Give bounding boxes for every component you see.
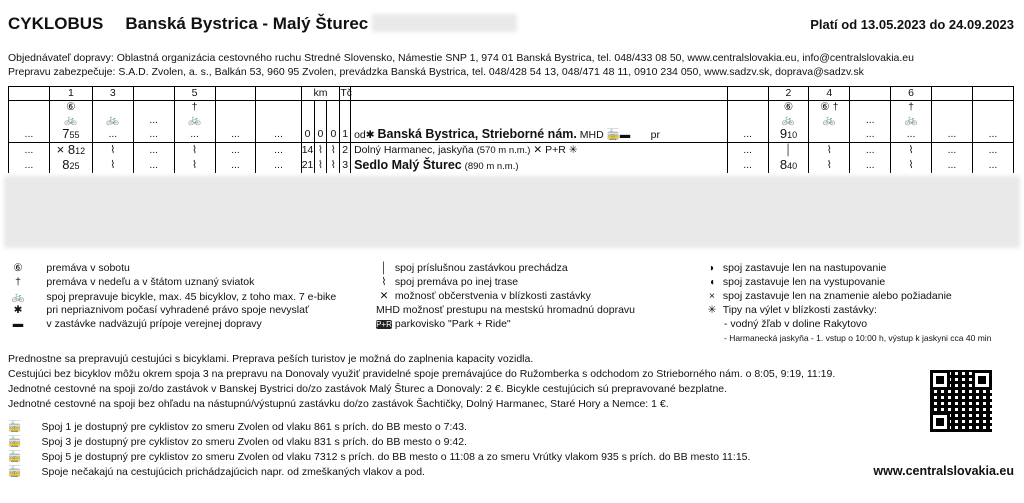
refreshment-icon: ✕ (379, 290, 389, 302)
legend-item: ▬ v zastávke nadväzujú prípoje verejnej dopravy (10, 318, 262, 330)
bike-icon: 🚲 (891, 114, 932, 127)
note-line: Jednotné cestovné na spoji zo/do zastávok v Banskej Bystrici do/zo zastávok Malý Šturec a Donovaly: 2 €. Bicykle cestujúcich sú prepravované bezplatne. (8, 383, 728, 395)
website-link[interactable]: www.centralslovakia.eu (873, 464, 1014, 478)
train-note: 🚋 Spoje nečakajú na cestujúcich prichádzajúcich napr. od zmeškaných vlakov a pod. (8, 466, 425, 478)
bike-icon: 🚲 (768, 114, 809, 127)
boarding-icon: ◗ (708, 262, 716, 274)
saturday-icon: ⑥ (13, 262, 23, 274)
legend-item: ✳ Tipy na výlet v blízkosti zastávky: (704, 304, 877, 316)
train-note: 🚋 Spoj 3 je dostupný pre cyklistov zo smeru Zvolen od vlaku 831 s prích. do BB mesto o 9:42. (8, 436, 467, 448)
legend-item: ⑥ premáva v sobotu (10, 262, 130, 274)
train-icon: 🚋 (8, 436, 22, 448)
bike-icon: 🚲 (49, 114, 92, 127)
legend-item: P+R parkovisko "Park + Ride" (376, 318, 511, 330)
redacted-block (372, 14, 517, 32)
table-row-stop-3: ... 825 ⌇ ... ⌇ ... ... 21 ⌇ ⌇ 3 Sedlo Malý Šturec (890 m n.m.) ... 840 ⌇ ... ⌇ ... ... (9, 158, 1014, 173)
park-ride-icon: P+R (376, 320, 392, 329)
legend-item: ◖ spoj zastavuje len na vystupovanie (704, 276, 885, 288)
legend-item: │ spoj príslušnou zastávkou prechádza (376, 262, 568, 274)
legend-item: ✱ pri nepriaznivom počasí vyhradené právo spoje nevyslať (10, 304, 309, 316)
legend-item: 🚲 spoj prepravuje bicykle, max. 45 bicyklov, z toho max. 7 e-bike (11, 291, 337, 303)
table-row-stop-2: ... × 812 ⌇ ... ⌇ ... ... 14 ⌇ ⌇ 2 Dolný Harmanec, jaskyňa (570 m n.m.) ✕ P+R ✳ ... │ ⌇ ... ⌇ ... ... (9, 143, 1014, 159)
tip-item: - vodný žľab v doline Rakytovo (724, 318, 868, 330)
bike-icon: 🚲 (92, 114, 133, 127)
legend-item: † premáva v nedeľu a v štátom uznaný sviatok (10, 276, 254, 288)
timetable (8, 86, 1014, 173)
train-icon: 🚋 (8, 466, 22, 478)
request-stop-icon: × (708, 290, 716, 302)
operator-info: Objednávateľ dopravy: Oblastná organizácia cestovného ruchu Stredné Slovensko, Námestie SNP 1, 974 01 Banská Bystrica, tel. 048/433 08 50, www.centralslovakia.eu, info@centralslovakia.eu (8, 52, 914, 64)
stop-name: Sedlo Malý Šturec (354, 157, 462, 172)
bike-icon: 🚲 (11, 291, 25, 303)
legend-item: ◗ spoj zastavuje len na nastupovanie (704, 262, 886, 274)
validity-period: Platí od 13.05.2023 do 24.09.2023 (810, 17, 1014, 32)
note-line: Cestujúci bez bicyklov môžu okrem spoja 3 na prepravu na Donovaly využiť pravidelné spoje premávajúce do Ružomberka s odchodom zo Strieborného nám. o 8:05, 9:19, 11:19. (8, 368, 836, 380)
note-line: Jednotné cestovné na spoji bez ohľadu na nástupnú/výstupnú zastávku do/zo zastávok Šachtičky, Dolný Harmanec, Staré Hory a Nemce: 1 €. (8, 398, 669, 410)
cross-icon: † (15, 276, 21, 288)
train-icon: 🚋 (8, 451, 22, 463)
table-row-stop-1: ... 755 ... ... ... ... ... 0 0 0 1 od✱ Banská Bystrica, Strieborné nám. MHD 🚋▬ pr ... 910 ... ... ... ... (9, 127, 1014, 143)
qr-code-icon (930, 370, 992, 432)
trip-tip-icon: ✳ (707, 304, 717, 316)
legend-item: × spoj zastavuje len na znamenie alebo požiadanie (704, 290, 952, 302)
page-title: CYKLOBUS Banská Bystrica - Malý Šturec (8, 14, 369, 33)
stop-name: Banská Bystrica, Strieborné nám. (377, 126, 577, 141)
redacted-block (4, 176, 1020, 248)
stop-name: Dolný Harmanec, jaskyňa (354, 144, 474, 156)
table-row-days: ⑥ † ⑥ ⑥ † † (9, 101, 1014, 115)
carrier-info: Prepravu zabezpečuje: S.A.D. Zvolen, a. s., Balkán 53, 960 95 Zvolen, prevádzka Banská Bystrica, tel. 048/428 54 13, 048/471 48 11, 0910 234 050, www.sadzv.sk, doprava@sadzv.sk (8, 66, 864, 78)
table-header-row: 1 3 5 km Tč 2 4 6 (9, 87, 1014, 101)
note-line: Prednostne sa prepravujú cestujúci s bicyklami. Preprava peších turistov je možná do zaplnenia kapacity vozidla. (8, 353, 534, 365)
other-route-icon: ⌇ (381, 276, 387, 288)
legend-item: ⌇ spoj premáva po inej trase (376, 276, 518, 288)
mhd-icon: MHD (376, 304, 400, 316)
pass-through-icon: │ (380, 262, 388, 274)
legend-item: MHD možnosť prestupu na mestskú hromadnú dopravu (376, 304, 635, 316)
legend-item: ✕ možnosť občerstvenia v blízkosti zastávky (376, 290, 591, 302)
tip-item: - Harmanecká jaskyňa - 1. vstup o 10:00 h, výstup k jaskyni cca 40 min (724, 333, 992, 343)
bike-icon: 🚲 (174, 114, 215, 127)
alighting-icon: ◖ (708, 276, 716, 288)
weather-icon: ✱ (13, 304, 23, 316)
train-icon: 🚋 (8, 421, 22, 433)
bus-icon: ▬ (12, 318, 24, 330)
train-note: 🚋 Spoj 1 je dostupný pre cyklistov zo smeru Zvolen od vlaku 861 s prích. do BB mesto o 7:43. (8, 421, 467, 433)
table-row-bikes: 🚲 🚲 ... 🚲 🚲 🚲 ... 🚲 (9, 114, 1014, 127)
bike-icon: 🚲 (809, 114, 850, 127)
train-note: 🚋 Spoj 5 je dostupný pre cyklistov zo smeru Zvolen od vlaku 7312 s prích. do BB mesto o 11:08 a zo smeru Vrútky vlakom 935 s prích. do BB mesto 11:15. (8, 451, 751, 463)
